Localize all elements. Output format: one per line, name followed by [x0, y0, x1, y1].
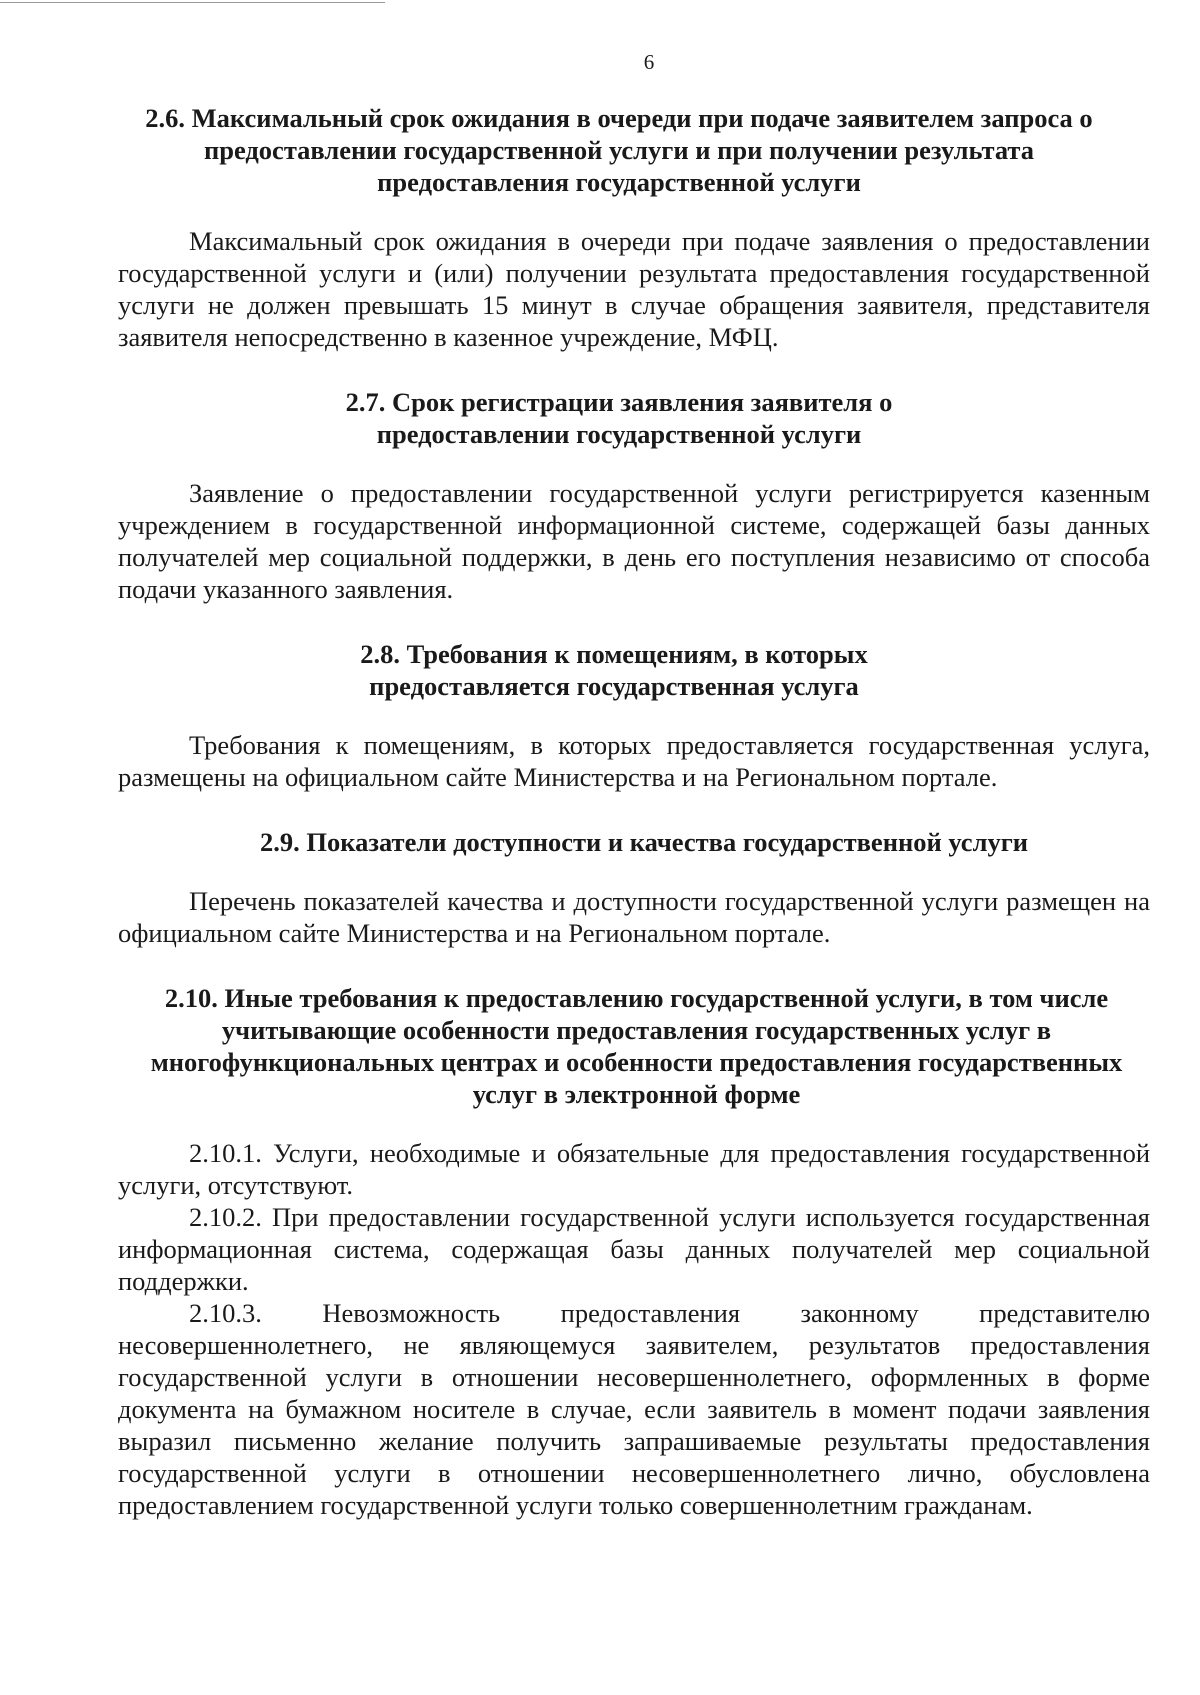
- section-2-9: [118, 826, 1150, 949]
- section-paragraph: Заявление о предоставлении государственной услуги регистрируется казенным учреждением в государственной информационной системе, содержащей базы данных получателей мер социальной поддержки, в день его поступления независимо от способа подачи указанного заявления.: [118, 478, 1150, 604]
- section-paragraph: Перечень показателей качества и доступности государственной услуги размещен на официальном сайте Министерства и на Региональном портале.: [118, 886, 1150, 948]
- section-2-10: [118, 982, 1150, 1521]
- section-2-7: [118, 386, 1150, 605]
- section-heading-2-8: 2.8. Требования к помещениям, в которых предоставляется государственная услуга: [360, 639, 868, 701]
- section-heading-2-9: 2.9. Показатели доступности и качества государственной услуги: [259, 827, 1028, 857]
- section-2-6: [118, 102, 1150, 353]
- section-heading-2-6: 2.6. Максимальный срок ожидания в очереди при подаче заявителем запроса о предоставлении государственной услуги и при получении результата предоставления государственной услуги: [145, 103, 1093, 197]
- section-heading-2-10: 2.10. Иные требования к предоставлению государственной услуги, в том числе учитывающие особенности предоставления государственных услуг в многофункциональных центрах и особенности предоставления государственных услуг в электронной форме: [150, 983, 1123, 1109]
- section-paragraph: Максимальный срок ожидания в очереди при подаче заявления о предоставлении государственной услуги и (или) получении результата предоставления государственной услуги не должен превышать 15 минут в случае обращения заявителя, представителя заявителя непосредственно в казенное учреждение, МФЦ.: [118, 226, 1150, 352]
- page-number: 6: [643, 50, 655, 74]
- section-paragraph: 2.10.1. Услуги, необходимые и обязательные для предоставления государственной услуги, отсутствуют.: [118, 1138, 1150, 1200]
- section-2-8: [118, 638, 1150, 793]
- section-heading-2-7: 2.7. Срок регистрации заявления заявителя о предоставлении государственной услуги: [345, 387, 893, 449]
- scan-edge-line: [0, 2, 385, 3]
- document-page: [118, 48, 1150, 1521]
- section-paragraph: 2.10.2. При предоставлении государственной услуги используется государственная информационная система, содержащая базы данных получателей мер социальной поддержки.: [118, 1202, 1150, 1296]
- section-paragraph: 2.10.3. Невозможность предоставления законному представителю несовершеннолетнего, не являющемуся заявителем, результатов предоставления государственной услуги в отношении несовершеннолетнего, оформленных в форме документа на бумажном носителе в случае, если заявитель в момент подачи заявления выразил письменно желание получить запрашиваемые результаты предоставления государственной услуги в отношении несовершеннолетнего лично, обусловлена предоставлением государственной услуги только совершеннолетним гражданам.: [118, 1298, 1150, 1520]
- section-paragraph: Требования к помещениям, в которых предоставляется государственная услуга, размещены на официальном сайте Министерства и на Региональном портале.: [118, 730, 1150, 792]
